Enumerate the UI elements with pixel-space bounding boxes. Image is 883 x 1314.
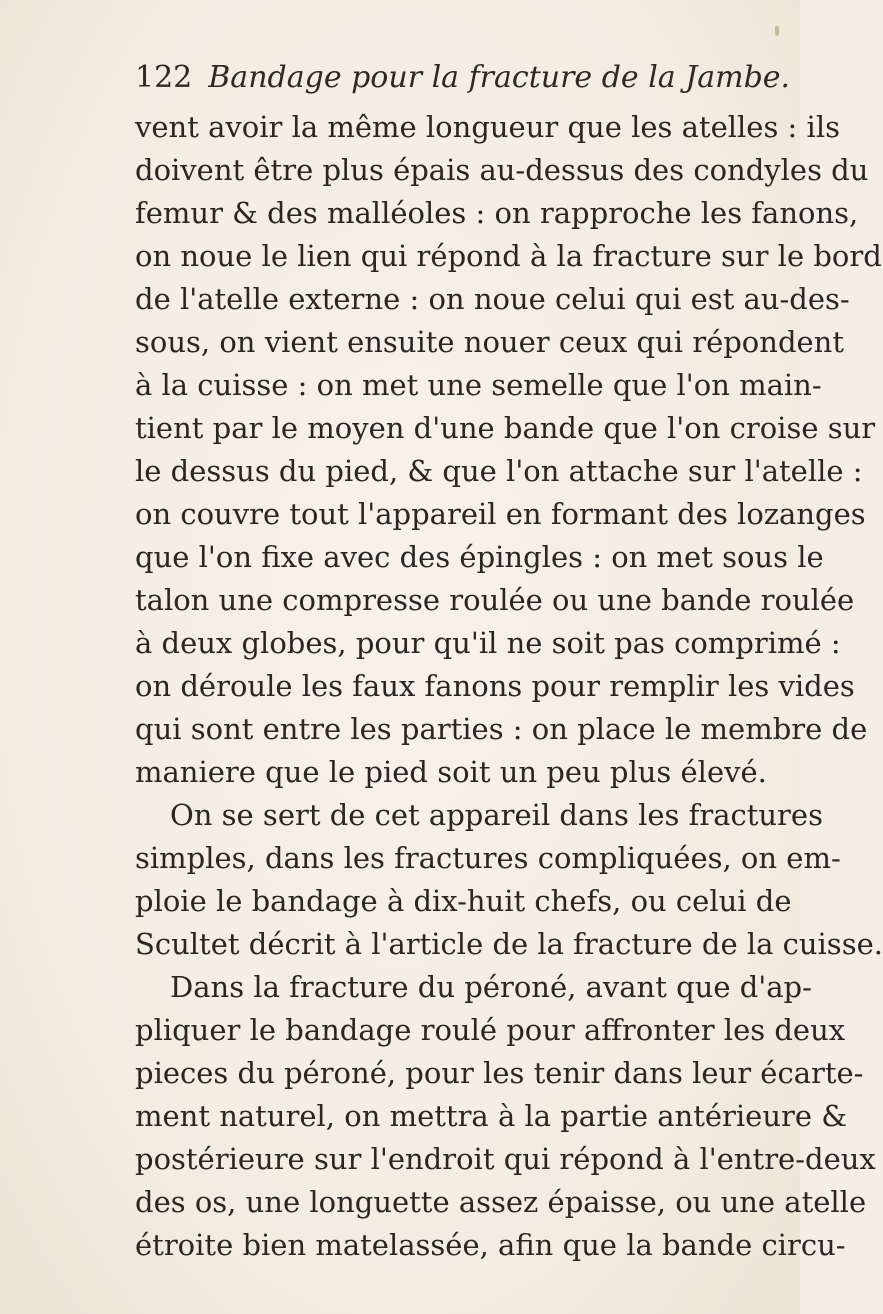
text-line-12: talon une compresse roulée ou une bande roulée — [135, 583, 855, 617]
text-line-2: doivent être plus épais au-dessus des condyles du — [135, 153, 869, 187]
text-line-22: pliquer le bandage roulé pour affronter les deux — [135, 1013, 846, 1047]
text-line-3: femur & des malléoles : on rapproche les fanons, — [135, 196, 859, 230]
text-line-11: que l'on fixe avec des épingles : on met sous le — [135, 540, 824, 574]
text-line-14: on déroule les faux fanons pour remplir les vides — [135, 669, 855, 703]
running-title: Bandage pour la fracture de la Jambe. — [208, 60, 791, 95]
paper-blemish — [775, 26, 779, 36]
text-line-20: Scultet décrit à l'article de la fracture de la cuisse. — [135, 927, 883, 961]
text-line-16: maniere que le pied soit un peu plus élevé. — [135, 755, 767, 789]
page-number: 122 — [135, 60, 193, 95]
text-line-25: postérieure sur l'endroit qui répond à l'entre-deux — [135, 1142, 876, 1176]
text-line-23: pieces du péroné, pour les tenir dans leur écarte- — [135, 1056, 864, 1090]
text-line-18: simples, dans les fractures compliquées, on em- — [135, 841, 841, 875]
text-line-1: vent avoir la même longueur que les atelles : ils — [135, 110, 840, 144]
text-line-4: on noue le lien qui répond à la fracture sur le bord — [135, 239, 882, 273]
text-line-9: le dessus du pied, & que l'on attache sur l'atelle : — [135, 454, 863, 488]
text-line-13: à deux globes, pour qu'il ne soit pas comprimé : — [135, 626, 841, 660]
text-line-24: ment naturel, on mettra à la partie antérieure & — [135, 1099, 848, 1133]
text-line-6: sous, on vient ensuite nouer ceux qui répondent — [135, 325, 844, 359]
text-line-5: de l'atelle externe : on noue celui qui est au-des- — [135, 282, 850, 316]
text-line-7: à la cuisse : on met une semelle que l'on main- — [135, 368, 822, 402]
text-line-8: tient par le moyen d'une bande que l'on croise sur — [135, 411, 876, 445]
page-header — [135, 60, 790, 95]
text-line-17: On se sert de cet appareil dans les fractures — [170, 798, 823, 832]
text-line-27: étroite bien matelassée, afin que la bande circu- — [135, 1228, 846, 1262]
text-line-26: des os, une longuette assez épaisse, ou une atelle — [135, 1185, 867, 1219]
text-line-19: ploie le bandage à dix-huit chefs, ou celui de — [135, 884, 792, 918]
text-line-10: on couvre tout l'appareil en formant des lozanges — [135, 497, 866, 531]
text-line-15: qui sont entre les parties : on place le membre de — [135, 712, 868, 746]
text-line-21: Dans la fracture du péroné, avant que d'ap- — [170, 970, 812, 1004]
